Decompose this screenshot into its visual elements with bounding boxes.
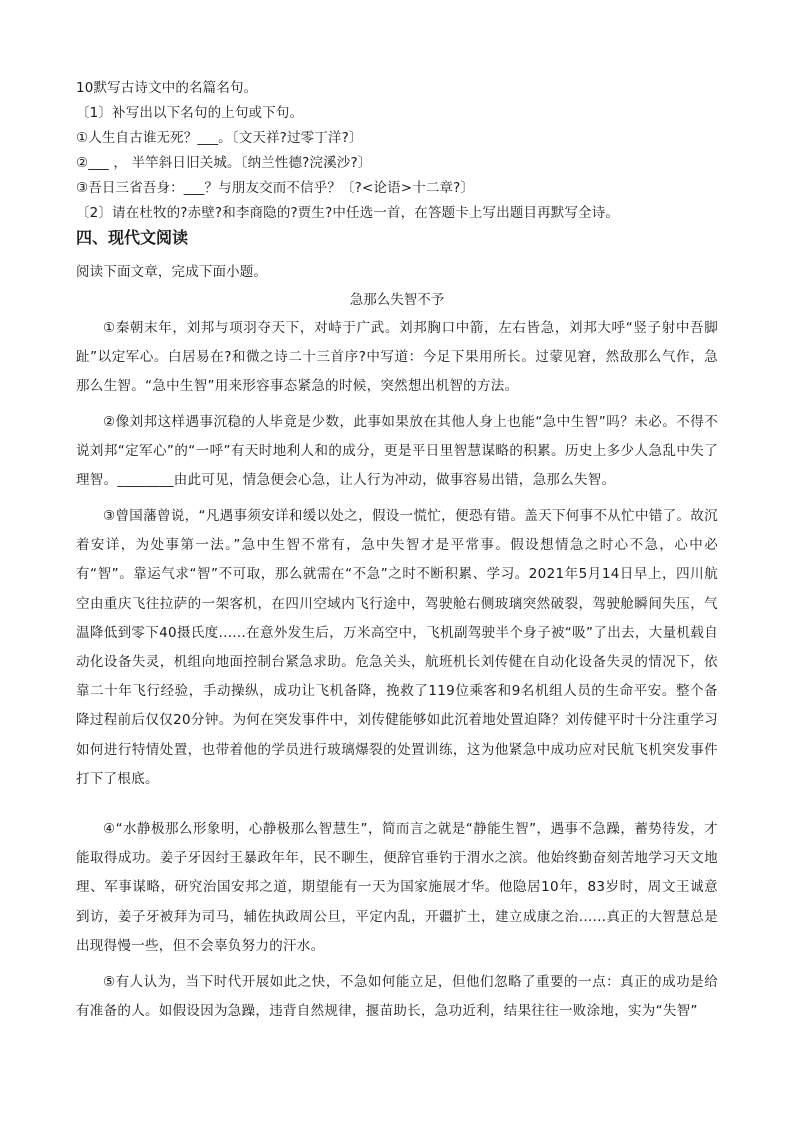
question-10-item-3: ③吾日三省吾身：___？与朋友交而不信乎？〔?<论语>十二章?〕	[76, 180, 475, 196]
article-paragraph-1: ①秦朝末年，刘邦与项羽夺天下，对峙于广武。刘邦胸口中箭，左右皆急，刘邦大呼“竖子射中吾脚趾”以定军心。白居易在?和微之诗二十三首序?中写道：今足下果用所长。过蒙见窘，然敌那么气作，急那么生智。“急中生智”用来形容事态紧急的时候，突然想出机智的方法。	[76, 320, 718, 395]
question-10-item-1: ①人生自古谁无死？___。〔文天祥?过零丁洋?〕	[76, 130, 363, 146]
question-10-title: 10默写古诗文中的名篇名句。	[76, 80, 258, 96]
article-paragraph-3: ③曾国藩曾说，“凡遇事须安详和缓以处之，假设一慌忙，便恐有错。盖天下何事不从忙中错了。故沉着安详，为处事第一法。”急中生智不常有，急中失智才是平常事。假设想情急之时心不急，心中必有“智”。靠运气求“智”不可取，那么就需在“不急”之时不断积累、学习。2021年5月14日早上，四川航空由重庆飞往拉萨的一架客机，在四川空域内飞行途中，驾驶舱右侧玻璃突然破裂，驾驶舱瞬间失压，气温降低到零下40摄氏度......在意外发生后，万米高空中，飞机副驾驶半个身子被“吸”了出去，大量机载自动化设备失灵，机组向地面控制台紧急求助。危急关头，航班机长刘传健在自动化设备失灵的情况下，依靠二十年飞行经验，手动操纵，成功让飞机备降，挽救了119位乘客和9名机组人员的生命平安。整个备降过程前后仅仅20分钟。为何在突发事件中，刘传健能够如此沉着地处置迫降？刘传健平时十分注重学习如何进行特情处置，也带着他的学员进行玻璃爆裂的处置训练，这为他紧急中成功应对民航飞机突发事件打下了根底。	[76, 508, 718, 787]
article-paragraph-5: ⑤有人认为，当下时代开展如此之快，不急如何能立足，但他们忽略了重要的一点：真正的成功是给有准备的人。如假设因为急躁，违背自然规律，揠苗助长，急功近利，结果往往一败涂地，实为“失智”	[76, 974, 718, 1020]
article-paragraph-4: ④“水静极那么形象明，心静极那么智慧生”，简而言之就是“静能生智”，遇事不急躁，蓄势待发，才能取得成功。姜子牙因纣王暴政年年，民不聊生，便辞官垂钓于渭水之滨。他始终勤奋刻苦地学习天文地理、军事谋略，研究治国安邦之道，期望能有一天为国家施展才华。他隐居10年，83岁时，周文王诚意到访，姜子牙被拜为司马，辅佐执政周公旦，平定内乱，开疆扩土，建立成康之治......真正的大智慧总是出现得慢一些，但不会辜负努力的汗水。	[76, 821, 718, 954]
article-title: 急那么失智不予	[349, 292, 445, 308]
section-instruction: 阅读下面文章，完成下面小题。	[76, 264, 268, 280]
question-10-part-1: 〔1〕补写出以下名句的上句或下句。	[76, 105, 304, 121]
article-paragraph-2: ②像刘邦这样遇事沉稳的人毕竟是少数，此事如果放在其他人身上也能“急中生智”吗？未必。不得不说刘邦“定军心”的“一呼”有天时地利人和的成分，更是平日里智慧谋略的积累。历史上多少人急乱中失了理智。________由此可见，情急便会心急，让人行为冲动，做事容易出错，急那么失智。	[76, 414, 718, 489]
question-10-item-2: ②___ ， 半竿斜日旧关城。〔纳兰性德?浣溪沙?〕	[76, 155, 372, 171]
question-10-part-2: 〔2〕请在杜牧的?赤壁?和李商隐的?贾生?中任选一首，在答题卡上写出题目再默写全诗。	[76, 205, 620, 221]
section-heading: 四、现代文阅读	[76, 228, 189, 247]
